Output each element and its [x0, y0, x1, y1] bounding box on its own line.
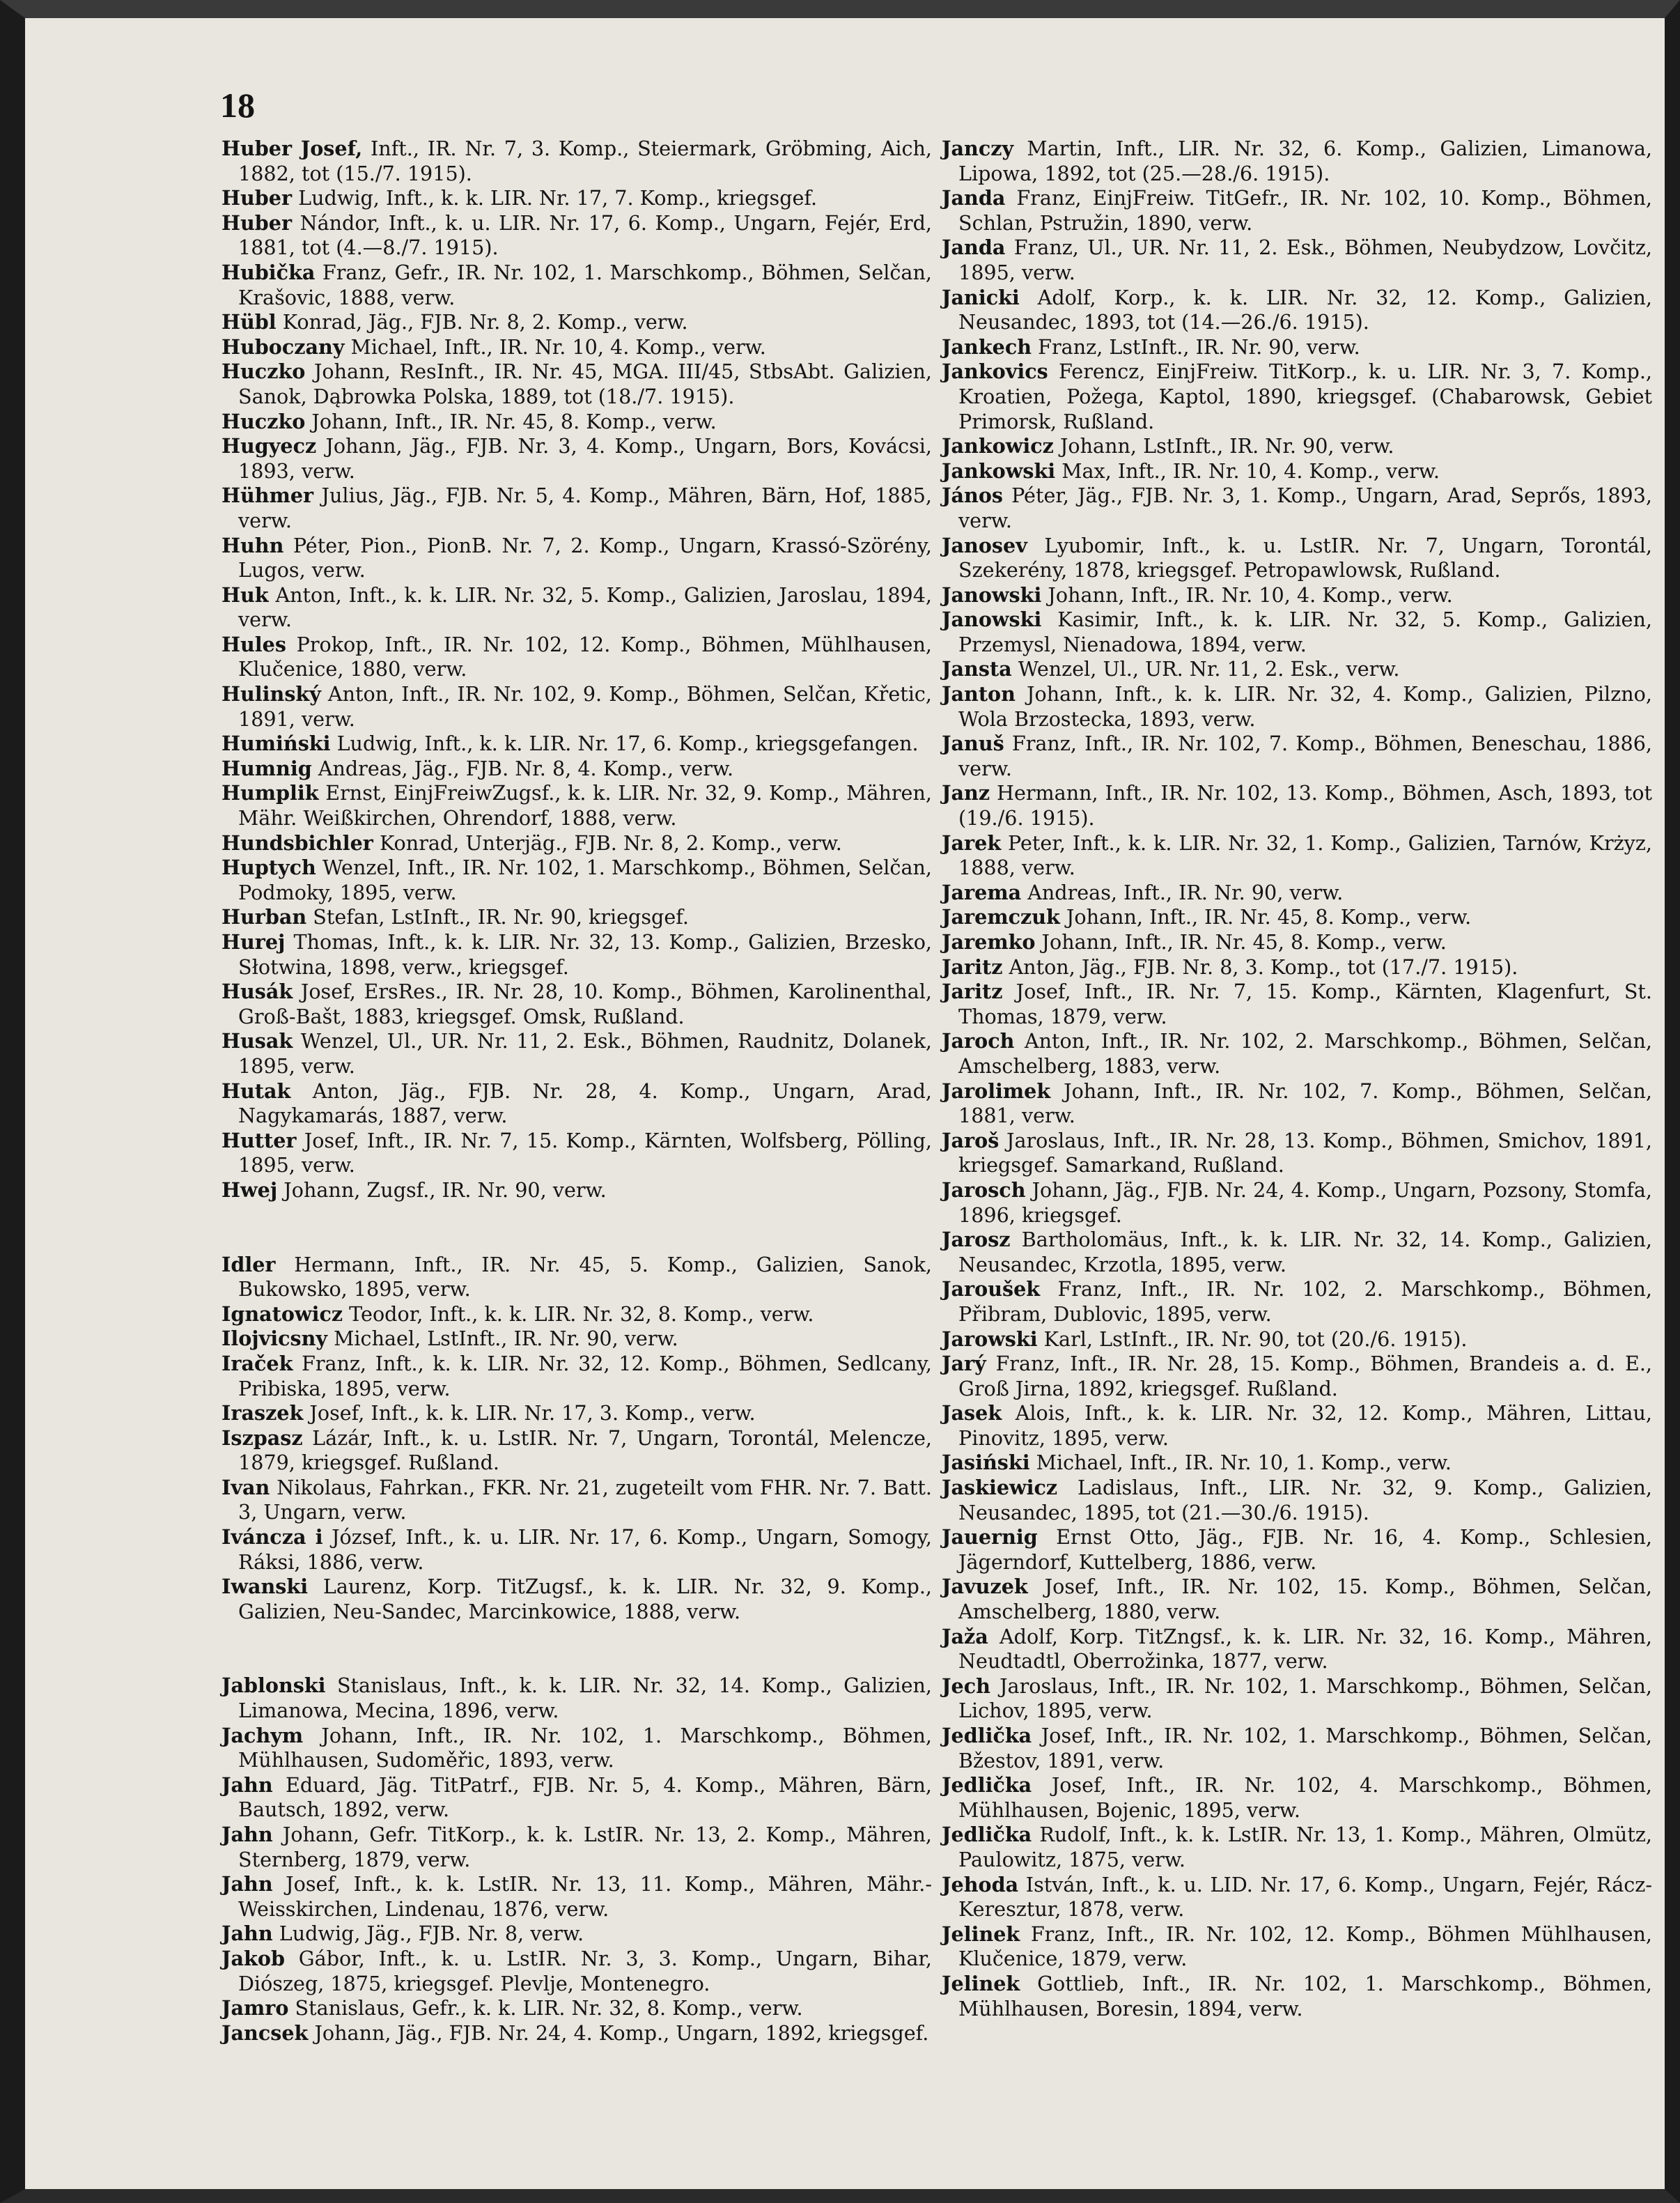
- entry-surname: Jarosz: [942, 1228, 1011, 1252]
- register-entry: [221, 682, 932, 732]
- register-entry: [221, 1352, 932, 1401]
- entry-surname: Jarowski: [942, 1327, 1038, 1351]
- register-entry: [221, 633, 932, 682]
- entry-surname: Husak: [221, 1029, 293, 1053]
- register-entry: [942, 1922, 1652, 1972]
- entry-details: Michael, Inft., IR. Nr. 10, 1. Komp., verw.: [1029, 1451, 1452, 1475]
- entry-surname: Humnig: [221, 756, 312, 780]
- entry-details: Franz, Gefr., IR. Nr. 102, 1. Marschkomp., Böhmen, Selčan, Krašovic, 1888, verw.: [238, 260, 932, 309]
- entry-details: Teodor, Inft., k. k. LIR. Nr. 32, 8. Komp., verw.: [343, 1301, 814, 1326]
- register-entry: [942, 137, 1652, 186]
- register-entry: [942, 459, 1652, 484]
- register-entry: [221, 1947, 932, 1996]
- entry-surname: Iraček: [221, 1351, 293, 1375]
- entry-details: Franz, Inft., IR. Nr. 102, 7. Komp., Böhmen, Beneschau, 1886, verw.: [958, 732, 1652, 780]
- entry-details: Eduard, Jäg. TitPatrf., FJB. Nr. 5, 4. Komp., Mähren, Bärn, Bautsch, 1892, verw.: [238, 1772, 932, 1822]
- register-entry: [221, 1401, 932, 1426]
- entry-surname: Jaskiewicz: [942, 1476, 1058, 1500]
- entry-surname: Jablonski: [221, 1673, 326, 1698]
- entry-surname: Jaremko: [942, 930, 1036, 954]
- entry-details: Anton, Inft., k. k. LIR. Nr. 32, 5. Komp., Galizien, Jaroslau, 1894, verw.: [238, 582, 932, 632]
- entry-surname: Ignatowicz: [221, 1301, 343, 1326]
- entry-surname: Jaroušek: [942, 1277, 1041, 1301]
- entry-details: Andreas, Inft., IR. Nr. 90, verw.: [1021, 880, 1344, 904]
- entry-surname: Huber: [221, 186, 293, 210]
- entry-details: Alois, Inft., k. k. LIR. Nr. 32, 12. Komp., Mähren, Littau, Pinovitz, 1895, verw.: [958, 1401, 1652, 1450]
- entry-details: Martin, Inft., LIR. Nr. 32, 6. Komp., Galizien, Limanowa, Lipowa, 1892, tot (25.—28./6. 1915).: [958, 137, 1652, 185]
- register-entry: [221, 211, 932, 261]
- register-entry: [221, 1575, 932, 1624]
- entry-details: Max, Inft., IR. Nr. 10, 4. Komp., verw.: [1055, 458, 1440, 483]
- register-entry: [942, 1674, 1652, 1724]
- entry-details: Hermann, Inft., IR. Nr. 102, 13. Komp., Böhmen, Asch, 1893, tot (19./6. 1915).: [958, 781, 1652, 830]
- entry-details: Nikolaus, Fahrkan., FKR. Nr. 21, zugeteilt vom FHR. Nr. 7. Batt. 3, Ungarn, verw.: [238, 1475, 932, 1524]
- entry-details: Andreas, Jäg., FJB. Nr. 8, 4. Komp., verw.: [311, 756, 734, 780]
- register-entry: [942, 1029, 1652, 1079]
- register-entry: [221, 980, 932, 1029]
- entry-details: Gábor, Inft., k. u. LstIR. Nr. 3, 3. Komp., Ungarn, Bihar, Diószeg, 1875, kriegsgef. Plevlje, Montenegro.: [238, 1946, 932, 1995]
- entry-details: Josef, Inft., IR. Nr. 102, 1. Marschkomp., Böhmen, Selčan, Bžestov, 1891, verw.: [958, 1724, 1652, 1772]
- entry-surname: Jahn: [221, 1772, 273, 1797]
- entry-surname: Hules: [221, 632, 286, 656]
- entry-surname: Jaroš: [942, 1128, 1000, 1152]
- entry-surname: Jedlička: [942, 1724, 1032, 1747]
- entry-surname: Iraszek: [221, 1401, 304, 1425]
- entry-details: Johann, LstInft., IR. Nr. 90, verw.: [1053, 434, 1394, 458]
- entry-details: Ludwig, Inft., k. k. LIR. Nr. 17, 6. Komp., kriegsgefangen.: [330, 732, 919, 756]
- register-entry: [221, 1178, 932, 1203]
- entry-surname: Huber: [221, 210, 293, 235]
- register-entry: [942, 1625, 1652, 1674]
- register-entry: [221, 1525, 932, 1575]
- register-entry: [942, 781, 1652, 830]
- register-entry: [221, 310, 932, 335]
- entry-surname: Husák: [221, 980, 293, 1004]
- entry-details: Jaroslaus, Inft., IR. Nr. 102, 1. Marschkomp., Böhmen, Selčan, Lichov, 1895, verw.: [958, 1673, 1652, 1723]
- entry-surname: Javuzek: [942, 1575, 1028, 1599]
- entry-surname: Jaritz: [942, 954, 1003, 979]
- entry-surname: Jahn: [221, 1872, 273, 1896]
- register-entry: [221, 856, 932, 905]
- entry-surname: Hurban: [221, 905, 307, 929]
- entry-details: Inft., IR. Nr. 7, 3. Komp., Steiermark, Gröbming, Aich, 1882, tot (15./7. 1915).: [238, 137, 933, 185]
- entry-surname: Jehoda: [942, 1872, 1019, 1896]
- entry-details: Anton, Jäg., FJB. Nr. 8, 3. Komp., tot (17./7. 1915).: [1002, 954, 1518, 979]
- register-entry: [942, 831, 1652, 881]
- register-entry: [942, 1352, 1652, 1401]
- register-entry: [942, 434, 1652, 459]
- register-entry: [221, 930, 932, 980]
- entry-surname: Janton: [942, 682, 1016, 706]
- entry-details: Péter, Pion., PionB. Nr. 7, 2. Komp., Ungarn, Krassó-Szörény, Lugos, verw.: [238, 533, 932, 582]
- entry-surname: Janda: [942, 235, 1006, 260]
- entry-details: Bartholomäus, Inft., k. k. LIR. Nr. 32, 14. Komp., Galizien, Neusandec, Krzotla, 1895, verw.: [958, 1228, 1652, 1276]
- entry-surname: Jauernig: [942, 1525, 1038, 1549]
- entry-details: Johann, Inft., IR. Nr. 45, 8. Komp., verw.: [305, 409, 717, 433]
- register-entry: [942, 1873, 1652, 1922]
- register-entry: [942, 484, 1652, 533]
- entry-surname: Jahn: [221, 1922, 273, 1946]
- entry-surname: Hühmer: [221, 484, 314, 508]
- register-entry: [942, 1178, 1652, 1228]
- register-entry: [942, 1476, 1652, 1525]
- entry-details: Josef, ErsRes., IR. Nr. 28, 10. Komp., Böhmen, Karolinenthal, Groß-Bašt, 1883, kriegsgef. Omsk, Rußland.: [238, 980, 932, 1028]
- register-entry: [942, 1972, 1652, 2021]
- register-entry: [942, 1773, 1652, 1823]
- register-entry: [221, 1872, 932, 1922]
- entry-details: Ladislaus, Inft., LIR. Nr. 32, 9. Komp., Galizien, Neusandec, 1895, tot (21.—30./6. 1915).: [958, 1476, 1652, 1524]
- register-entry: [942, 235, 1652, 285]
- entry-surname: Huczko: [221, 409, 306, 433]
- entry-surname: Jarek: [942, 830, 1002, 855]
- entry-surname: Januš: [942, 732, 1004, 756]
- register-entry: [221, 781, 932, 830]
- register-entry: [942, 1724, 1652, 1773]
- register-entry: [221, 1823, 932, 1872]
- entry-surname: Huczko: [221, 360, 306, 384]
- entry-surname: Jedlička: [942, 1823, 1032, 1847]
- register-entry: [221, 1302, 932, 1327]
- entry-details: Wenzel, Ul., UR. Nr. 11, 2. Esk., Böhmen, Raudnitz, Dolanek, 1895, verw.: [238, 1029, 932, 1078]
- entry-details: Franz, Ul., UR. Nr. 11, 2. Esk., Böhmen, Neubydzow, Lovčitz, 1895, verw.: [958, 235, 1652, 284]
- register-entry: [942, 1525, 1652, 1575]
- entry-details: Gottlieb, Inft., IR. Nr. 102, 1. Marschkomp., Böhmen, Mühlhausen, Boresin, 1894, verw.: [958, 1971, 1652, 2020]
- entry-details: Lyubomir, Inft., k. u. LstIR. Nr. 7, Ungarn, Torontál, Szekerény, 1878, kriegsgef. Petropawlowsk, Rußland.: [958, 533, 1652, 582]
- entry-details: Hermann, Inft., IR. Nr. 45, 5. Komp., Galizien, Sanok, Bukowsko, 1895, verw.: [238, 1252, 932, 1301]
- register-entry: [221, 831, 932, 856]
- register-entry: [942, 335, 1652, 360]
- entry-details: Ernst, EinjFreiwZugsf., k. k. LIR. Nr. 32, 9. Komp., Mähren, Mähr. Weißkirchen, Ohrendorf, 1888, verw.: [238, 781, 932, 830]
- register-entry: [942, 1401, 1652, 1451]
- register-entry: [221, 1029, 932, 1079]
- register-entry: [221, 1996, 932, 2021]
- entry-details: Franz, LstInft., IR. Nr. 90, verw.: [1032, 334, 1360, 359]
- entry-details: Johann, ResInft., IR. Nr. 45, MGA. III/45, StbsAbt. Galizien, Sanok, Dąbrowka Polska, 1889, tot (18./7. 1915).: [238, 360, 932, 408]
- entry-details: Adolf, Korp. TitZngsf., k. k. LIR. Nr. 32, 16. Komp., Mähren, Neudtadtl, Oberrožinka, 1877, verw.: [958, 1624, 1652, 1673]
- entry-details: Josef, Inft., IR. Nr. 7, 15. Komp., Kärnten, Klagenfurt, St. Thomas, 1879, verw.: [958, 980, 1652, 1028]
- entry-surname: Hubička: [221, 260, 316, 284]
- entry-surname: János: [942, 484, 1004, 508]
- entry-surname: Jankowski: [942, 458, 1056, 483]
- register-entry: [942, 1823, 1652, 1872]
- register-entry: [942, 1327, 1652, 1352]
- entry-details: Ludwig, Inft., k. k. LIR. Nr. 17, 7. Komp., kriegsgef.: [292, 186, 818, 210]
- register-entry: [221, 1673, 932, 1723]
- register-entry: [221, 1724, 932, 1773]
- register-entry: [942, 608, 1652, 657]
- entry-details: Josef, Inft., IR. Nr. 102, 15. Komp., Böhmen, Selčan, Amschelberg, 1880, verw.: [958, 1575, 1652, 1624]
- entry-surname: Jansta: [942, 657, 1012, 681]
- entry-details: Josef, Inft., k. k. LIR. Nr. 17, 3. Komp., verw.: [303, 1401, 756, 1425]
- register-entry: [221, 1922, 932, 1947]
- register-entry: [942, 881, 1652, 906]
- entry-surname: Iváncza i: [221, 1525, 323, 1549]
- register-entry: [221, 360, 932, 409]
- register-entry: [221, 1079, 932, 1129]
- entry-surname: Humplik: [221, 781, 319, 805]
- entry-details: Franz, Inft., k. k. LIR. Nr. 32, 12. Komp., Böhmen, Sedlcany, Pribiska, 1895, verw.: [238, 1351, 932, 1400]
- entry-surname: Ilojvicsny: [221, 1327, 328, 1351]
- entry-surname: Jasiński: [942, 1451, 1030, 1475]
- entry-details: Anton, Jäg., FJB. Nr. 28, 4. Komp., Ungarn, Arad, Nagykamarás, 1887, verw.: [238, 1079, 932, 1128]
- entry-details: Kasimir, Inft., k. k. LIR. Nr. 32, 5. Komp., Galizien, Przemysl, Nienadowa, 1894, verw.: [958, 608, 1652, 656]
- entry-surname: Jedlička: [942, 1773, 1032, 1798]
- register-entry: [221, 1327, 932, 1352]
- entry-surname: Jarolimek: [942, 1079, 1051, 1103]
- register-entry: [942, 1129, 1652, 1178]
- entry-surname: Jaroch: [942, 1029, 1015, 1053]
- entry-surname: Jelinek: [942, 1971, 1020, 1995]
- entry-surname: Iwanski: [221, 1575, 309, 1599]
- entry-details: Johann, Jäg., FJB. Nr. 24, 4. Komp., Ungarn, Pozsony, Stomfa, 1896, kriegsgef.: [958, 1177, 1652, 1227]
- entry-surname: Humiński: [221, 732, 331, 756]
- entry-details: Johann, Inft., IR. Nr. 102, 7. Komp., Böhmen, Selčan, 1881, verw.: [958, 1079, 1652, 1128]
- register-entry: [942, 657, 1652, 682]
- entry-surname: Hulinský: [221, 682, 321, 706]
- entry-details: Josef, Inft., IR. Nr. 7, 15. Komp., Kärnten, Wolfsberg, Pölling, 1895, verw.: [238, 1128, 932, 1177]
- entry-details: Jaroslaus, Inft., IR. Nr. 28, 13. Komp., Böhmen, Smichov, 1891, kriegsgef. Samarkand, Rußland.: [958, 1128, 1652, 1177]
- entry-details: Johann, Inft., IR. Nr. 45, 8. Komp., verw.: [1035, 930, 1447, 954]
- register-entry: [942, 1277, 1652, 1327]
- entry-surname: Iszpasz: [221, 1425, 303, 1450]
- entry-surname: Jasek: [942, 1401, 1002, 1425]
- entry-details: Franz, Inft., IR. Nr. 28, 15. Komp., Böhmen, Brandeis a. d. E., Groß Jirna, 1892, kriegsgef. Rußland.: [958, 1352, 1652, 1400]
- entry-surname: Hurej: [221, 930, 286, 954]
- entry-details: Julius, Jäg., FJB. Nr. 5, 4. Komp., Mähren, Bärn, Hof, 1885, verw.: [238, 484, 932, 532]
- entry-surname: Janicki: [942, 285, 1020, 309]
- entry-details: Michael, Inft., IR. Nr. 10, 4. Komp., verw.: [344, 334, 766, 359]
- entry-surname: Hutter: [221, 1128, 297, 1152]
- entry-details: Franz, Inft., IR. Nr. 102, 12. Komp., Böhmen Mühlhausen, Klučenice, 1879, verw.: [958, 1922, 1652, 1971]
- letter-section-gap: [221, 1624, 932, 1673]
- entry-details: Anton, Inft., IR. Nr. 102, 9. Komp., Böhmen, Selčan, Křetic, 1891, verw.: [238, 682, 932, 731]
- register-entry: [221, 583, 932, 633]
- entry-details: Johann, Zugsf., IR. Nr. 90, verw.: [277, 1177, 607, 1202]
- letter-section-gap: [221, 1203, 932, 1253]
- entry-details: Josef, Inft., k. k. LstIR. Nr. 13, 11. Komp., Mähren, Mähr.-Weisskirchen, Lindenau, 1876, verw.: [238, 1872, 932, 1921]
- register-entry: [942, 534, 1652, 583]
- entry-surname: Janda: [942, 186, 1006, 210]
- register-entry: [942, 682, 1652, 732]
- register-entry: [942, 955, 1652, 980]
- entry-details: Wenzel, Ul., UR. Nr. 11, 2. Esk., verw.: [1011, 657, 1400, 681]
- entry-surname: Janz: [942, 781, 990, 805]
- page-number: 18: [220, 86, 255, 125]
- entry-surname: Idler: [221, 1252, 276, 1276]
- register-entry: [221, 1426, 932, 1476]
- entry-details: Johann, Inft., k. k. LIR. Nr. 32, 4. Komp., Galizien, Pilzno, Wola Brzostecka, 1893, verw.: [958, 682, 1652, 731]
- entry-details: Johann, Inft., IR. Nr. 45, 8. Komp., verw.: [1059, 905, 1472, 929]
- register-entry: [942, 732, 1652, 781]
- register-entry: [221, 335, 932, 360]
- entry-details: Johann, Inft., IR. Nr. 10, 4. Komp., verw.: [1041, 582, 1453, 607]
- entry-surname: Janczy: [942, 137, 1014, 160]
- entry-details: Franz, EinjFreiw. TitGefr., IR. Nr. 102, 10. Komp., Böhmen, Schlan, Pstružin, 1890, verw.: [958, 186, 1652, 235]
- entry-details: Johann, Jäg., FJB. Nr. 24, 4. Komp., Ungarn, 1892, kriegsgef.: [308, 2020, 929, 2045]
- entry-surname: Jankowicz: [942, 434, 1054, 458]
- register-entry: [221, 484, 932, 533]
- column-right: [942, 137, 1652, 2021]
- entry-details: Rudolf, Inft., k. k. LstIR. Nr. 13, 1. Komp., Mähren, Olmütz, Paulowitz, 1875, verw.: [958, 1823, 1652, 1871]
- entry-details: Lázár, Inft., k. u. LstIR. Nr. 7, Ungarn, Torontál, Melencze, 1879, kriegsgef. Rußland.: [238, 1425, 932, 1475]
- entry-surname: Huboczany: [221, 334, 345, 359]
- register-entry: [221, 1476, 932, 1525]
- register-entry: [221, 534, 932, 583]
- entry-surname: Janosev: [942, 533, 1027, 557]
- entry-details: Stefan, LstInft., IR. Nr. 90, kriegsgef.: [306, 905, 689, 929]
- entry-details: Stanislaus, Gefr., k. k. LIR. Nr. 32, 8. Komp., verw.: [288, 1996, 803, 2020]
- entry-surname: Janowski: [942, 582, 1042, 607]
- register-entry: [221, 1129, 932, 1178]
- entry-surname: Huk: [221, 582, 269, 607]
- entry-details: Konrad, Unterjäg., FJB. Nr. 8, 2. Komp., verw.: [373, 830, 842, 855]
- entry-details: Peter, Inft., k. k. LIR. Nr. 32, 1. Komp., Galizien, Tarnów, Krżyz, 1888, verw.: [958, 830, 1652, 880]
- entry-surname: Hübl: [221, 310, 277, 334]
- register-entry: [221, 2021, 932, 2046]
- entry-details: Johann, Gefr. TitKorp., k. k. LstIR. Nr. 13, 2. Komp., Mähren, Sternberg, 1879, verw.: [238, 1823, 932, 1871]
- entry-surname: Ivan: [221, 1475, 270, 1499]
- register-entry: [942, 1451, 1652, 1476]
- entry-surname: Huptych: [221, 856, 316, 880]
- register-entry: [221, 434, 932, 484]
- entry-surname: Jarema: [942, 880, 1022, 904]
- entry-surname: Hundsbichler: [221, 830, 373, 855]
- entry-details: Ferencz, EinjFreiw. TitKorp., k. u. LIR. Nr. 3, 7. Komp., Kroatien, Požega, Kaptol, 1890, kriegsgef. (Chabarowsk, Gebiet Primorsk, Rußland.: [958, 360, 1652, 433]
- entry-surname: Jarý: [942, 1352, 986, 1376]
- register-entry: [221, 1253, 932, 1302]
- entry-details: Adolf, Korp., k. k. LIR. Nr. 32, 12. Komp., Galizien, Neusandec, 1893, tot (14.—26./6. 1915).: [958, 285, 1652, 334]
- entry-details: Thomas, Inft., k. k. LIR. Nr. 32, 13. Komp., Galizien, Brzesko, Słotwina, 1898, verw., kriegsgef.: [238, 930, 932, 979]
- entry-surname: Huhn: [221, 533, 284, 557]
- register-entry: [221, 732, 932, 757]
- entry-surname: Jahn: [221, 1823, 273, 1846]
- entry-surname: Jakob: [221, 1946, 285, 1970]
- register-entry: [942, 1575, 1652, 1624]
- register-entry: [221, 186, 932, 211]
- entry-details: Franz, Inft., IR. Nr. 102, 2. Marschkomp., Böhmen, Přibram, Dublovic, 1895, verw.: [958, 1277, 1652, 1326]
- register-entry: [942, 1228, 1652, 1277]
- register-entry: [942, 930, 1652, 955]
- entry-surname: Hutak: [221, 1079, 291, 1103]
- entry-details: Michael, LstInft., IR. Nr. 90, verw.: [327, 1327, 678, 1351]
- entry-surname: Jaža: [942, 1624, 988, 1648]
- register-entry: [221, 410, 932, 435]
- entry-surname: Jech: [942, 1673, 990, 1698]
- entry-details: Karl, LstInft., IR. Nr. 90, tot (20./6. 1915).: [1037, 1327, 1468, 1351]
- entry-surname: Jankech: [942, 334, 1032, 359]
- entry-details: Wenzel, Inft., IR. Nr. 102, 1. Marschkomp., Böhmen, Selčan, Podmoky, 1895, verw.: [238, 856, 932, 904]
- entry-surname: Hugyecz: [221, 434, 317, 458]
- entry-surname: Jaremczuk: [942, 905, 1060, 929]
- column-left: [221, 137, 932, 2046]
- register-entry: [942, 360, 1652, 434]
- register-entry: [221, 757, 932, 782]
- entry-surname: Jelinek: [942, 1922, 1020, 1946]
- entry-details: Laurenz, Korp. TitZugsf., k. k. LIR. Nr. 32, 9. Komp., Galizien, Neu-Sandec, Marcinkowice, 1888, verw.: [238, 1575, 932, 1623]
- register-entry: [221, 1773, 932, 1823]
- entry-details: József, Inft., k. u. LIR. Nr. 17, 6. Komp., Ungarn, Somogy, Ráksi, 1886, verw.: [238, 1525, 932, 1574]
- entry-details: Nándor, Inft., k. u. LIR. Nr. 17, 6. Komp., Ungarn, Fejér, Erd, 1881, tot (4.—8./7. 1915).: [238, 210, 932, 260]
- entry-surname: Jancsek: [221, 2020, 309, 2045]
- register-entry: [942, 1079, 1652, 1129]
- entry-details: Anton, Inft., IR. Nr. 102, 2. Marschkomp., Böhmen, Selčan, Amschelberg, 1883, verw.: [958, 1029, 1652, 1078]
- entry-surname: Janowski: [942, 608, 1042, 632]
- entry-surname: Jamro: [221, 1996, 289, 2020]
- entry-details: Josef, Inft., IR. Nr. 102, 4. Marschkomp., Böhmen, Mühlhausen, Bojenic, 1895, verw.: [958, 1773, 1652, 1822]
- entry-surname: Jarosch: [942, 1177, 1026, 1202]
- entry-details: Péter, Jäg., FJB. Nr. 3, 1. Komp., Ungarn, Arad, Seprős, 1893, verw.: [958, 484, 1652, 532]
- register-entry: [942, 286, 1652, 335]
- entry-surname: Jankovics: [942, 360, 1048, 384]
- entry-surname: Jachym: [221, 1723, 304, 1747]
- entry-details: István, Inft., k. u. LID. Nr. 17, 6. Komp., Ungarn, Fejér, Rácz-Keresztur, 1878, verw.: [958, 1872, 1652, 1922]
- entry-details: Johann, Jäg., FJB. Nr. 3, 4. Komp., Ungarn, Bors, Kovácsi, 1893, verw.: [238, 434, 932, 483]
- entry-surname: Hwej: [221, 1177, 278, 1202]
- entry-details: Ernst Otto, Jäg., FJB. Nr. 16, 4. Komp., Schlesien, Jägerndorf, Kuttelberg, 1886, verw.: [958, 1525, 1652, 1574]
- entry-details: Stanislaus, Inft., k. k. LIR. Nr. 32, 14. Komp., Galizien, Limanowa, Mecina, 1896, verw.: [238, 1673, 932, 1723]
- entry-details: Johann, Inft., IR. Nr. 102, 1. Marschkomp., Böhmen, Mühlhausen, Sudoměřic, 1893, verw.: [238, 1723, 932, 1772]
- register-entry: [942, 583, 1652, 608]
- entry-details: Ludwig, Jäg., FJB. Nr. 8, verw.: [272, 1922, 584, 1946]
- register-entry: [942, 980, 1652, 1029]
- register-entry: [942, 186, 1652, 235]
- entry-surname: Jaritz: [942, 980, 1003, 1004]
- entry-details: Konrad, Jäg., FJB. Nr. 8, 2. Komp., verw.: [276, 310, 688, 334]
- register-entry: [221, 137, 932, 186]
- register-entry: [221, 905, 932, 930]
- entry-details: Prokop, Inft., IR. Nr. 102, 12. Komp., Böhmen, Mühlhausen, Klučenice, 1880, verw.: [238, 632, 932, 681]
- entry-surname: Huber Josef,: [221, 137, 363, 160]
- register-entry: [942, 905, 1652, 930]
- register-entry: [221, 261, 932, 310]
